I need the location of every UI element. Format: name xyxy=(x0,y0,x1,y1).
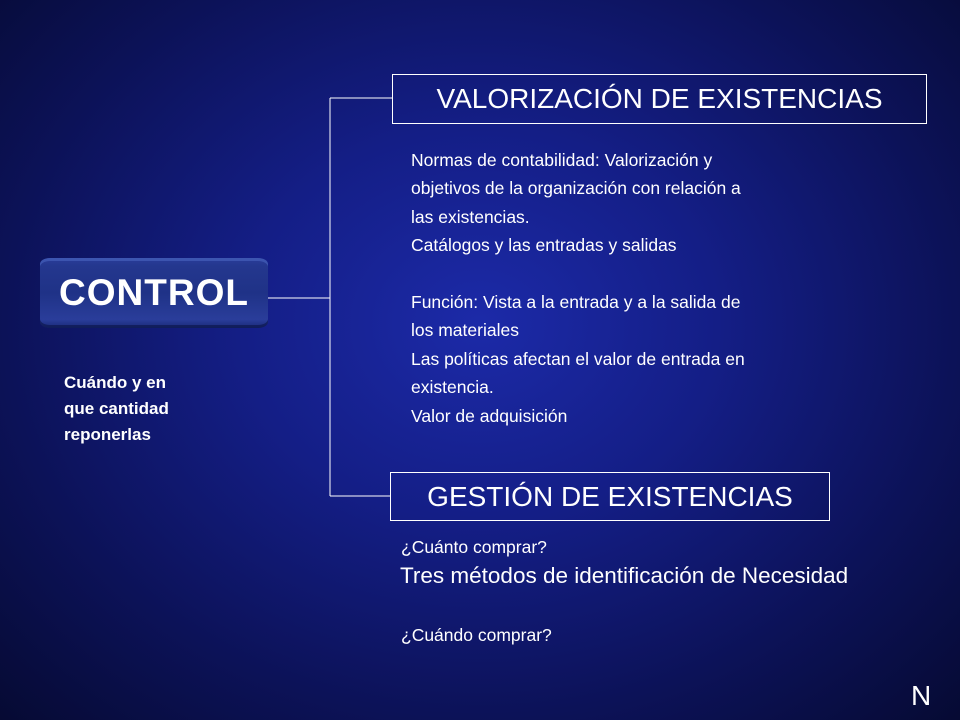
description-spacer xyxy=(411,260,881,288)
description-line: Normas de contabilidad: Valorización y xyxy=(411,150,713,170)
valorizacion-title: VALORIZACIÓN DE EXISTENCIAS xyxy=(436,83,883,114)
description-line: Catálogos y las entradas y salidas xyxy=(411,235,677,256)
control-label: CONTROL xyxy=(59,272,249,313)
valorizacion-description xyxy=(411,146,881,430)
description-line: los materiales xyxy=(411,320,519,341)
control-badge xyxy=(40,258,268,328)
gestion-title: GESTIÓN DE EXISTENCIAS xyxy=(427,480,793,512)
valorizacion-title-box xyxy=(392,74,927,124)
gestion-title-box xyxy=(390,472,830,521)
description-line: Las políticas afectan el valor de entrada en xyxy=(411,348,745,369)
methods-text: Tres métodos de identificación de Necesidad xyxy=(400,563,849,588)
corner-mark: N xyxy=(911,680,932,711)
description-line: objetivos de la organización con relación a xyxy=(411,178,741,199)
description-line: existencia. xyxy=(411,377,494,398)
description-line: las existencias. xyxy=(411,206,530,227)
control-note: Cuándo y en que cantidad reponerlas xyxy=(64,373,169,444)
question-how-much: ¿Cuánto comprar? xyxy=(401,537,547,557)
description-line: Función: Vista a la entrada y a la salida de xyxy=(411,292,741,313)
description-line: Valor de adquisición xyxy=(411,405,568,426)
question-when: ¿Cuándo comprar? xyxy=(401,625,552,645)
